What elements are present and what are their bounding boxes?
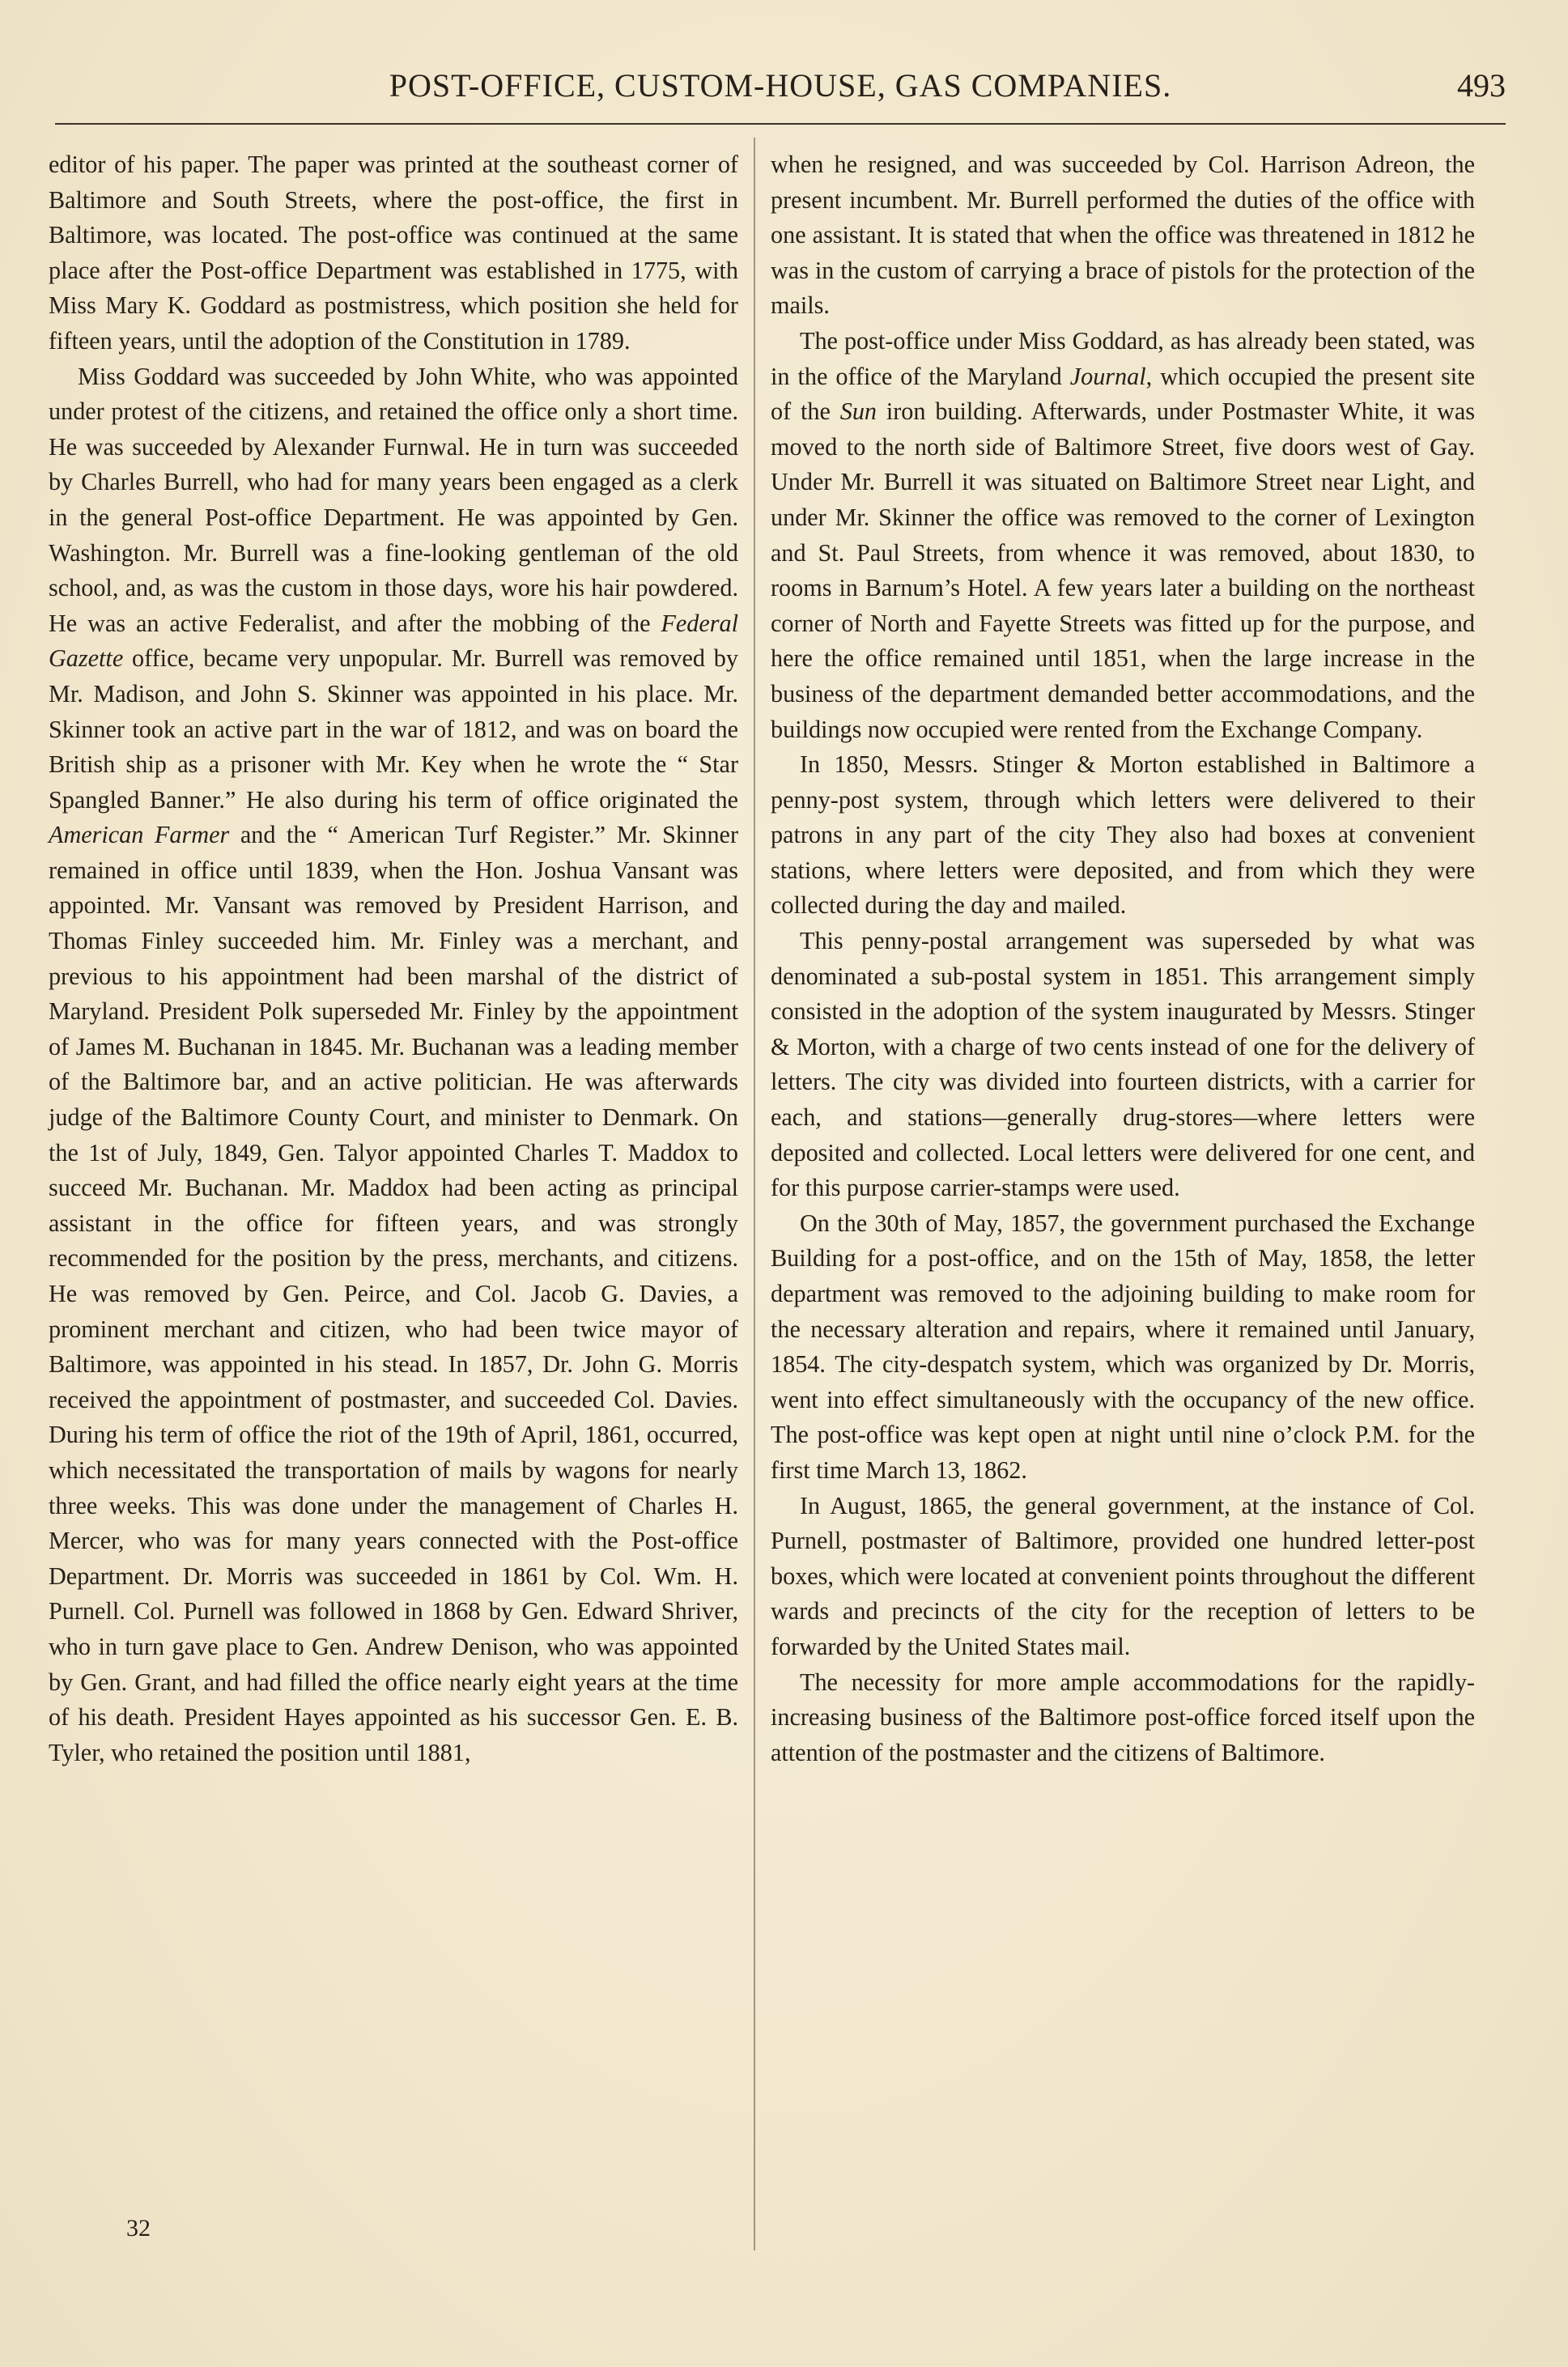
page-number: 493	[1457, 67, 1506, 104]
paragraph	[771, 1206, 1475, 1489]
paragraph-text: On the 30th of May, 1857, the government purchased the Exchange Building for a post-office, and on the 15th of May, 1858, the letter department was removed to the adjoining building to make room for the necessary alteration and repairs, where it remained until January, 1854. The city-despatch system, which was organized by Dr. Morris, went into effect simultaneously with the occupancy of the new office. The post-office was kept open at night until nine o’clock P.M. for the first time March 13, 1862.	[771, 1209, 1475, 1484]
paragraph-text: editor of his paper. The paper was printed at the southeast corner of Baltimore and South Streets, where the post-office, the first in Baltimore, was located. The post-office was continued at the same place after the Post-office Department was established in 1775, with Miss Mary K. Goddard as postmistress, which position she held for fifteen years, until the adoption of the Constitution in 1789.	[49, 151, 738, 355]
paragraph-text: The post-office under Miss Goddard, as has already been stated, was in the office of the Maryland	[771, 326, 1475, 390]
italic-title: Journal	[1069, 362, 1146, 390]
paragraph-text: , which occupied the present site of the	[771, 362, 1475, 426]
italic-title: Sun	[839, 397, 877, 426]
paragraph-text: The necessity for more ample accommodations for the rapidly-increasing business of the Baltimore post-office forced itself upon the attention of the postmaster and the citizens of Baltimore.	[771, 1668, 1475, 1766]
paragraph	[49, 359, 738, 1771]
column-divider	[754, 138, 755, 2250]
left-column	[49, 147, 738, 1770]
page-header	[55, 66, 1506, 115]
paragraph	[771, 147, 1475, 324]
paragraph-text: when he resigned, and was succeeded by Col. Harrison Adreon, the present incumbent. Mr. Burrell performed the duties of the office with one assistant. It is stated that when the office was threatened in 1812 he was in the custom of carrying a brace of pistols for the protection of the mails.	[771, 151, 1475, 320]
paragraph	[771, 1665, 1475, 1771]
paragraph	[771, 747, 1475, 924]
running-head: POST-OFFICE, CUSTOM-HOUSE, GAS COMPANIES.	[389, 67, 1172, 104]
paragraph-text: This penny-postal arrangement was superseded by what was denominated a sub-postal system in 1851. This arrangement simply consisted in the adoption of the system inaugurated by Messrs. Stinger & Morton, with a charge of two cents instead of one for the delivery of letters. The city was divided into fourteen districts, with a carrier for each, and stations—generally drug-stores—where letters were deposited and collected. Local letters were delivered for one cent, and for this purpose carrier-stamps were used.	[771, 927, 1475, 1202]
header-rule	[55, 123, 1506, 125]
paragraph	[771, 924, 1475, 1206]
paragraph	[771, 1489, 1475, 1665]
paragraph	[771, 324, 1475, 747]
paragraph-text: iron building. Afterwards, under Postmaster White, it was moved to the north side of Baltimore Street, five doors west of Gay. Under Mr. Burrell it was situated on Baltimore Street near Light, and under Mr. Skinner the office was removed to the corner of Lexington and St. Paul Streets, from whence it was removed, about 1830, to rooms in Barnum’s Hotel. A few years later a building on the northeast corner of North and Fayette Streets was fitted up for the purpose, and here the office remained until 1851, when the large increase in the business of the department demanded better accommodations, and the buildings now occupied were rented from the Exchange Company.	[771, 397, 1475, 743]
italic-title: American Farmer	[49, 821, 230, 849]
paragraph-text: In August, 1865, the general government, at the instance of Col. Purnell, postmaster of Baltimore, provided one hundred letter-post boxes, which were located at convenient points throughout the different wards and precincts of the city for the reception of letters to be forwarded by the United States mail.	[771, 1491, 1475, 1660]
paragraph-text: office, became very unpopular. Mr. Burrell was removed by Mr. Madison, and John S. Skinner was appointed in his place. Mr. Skinner took an active part in the war of 1812, and was on board the British ship as a prisoner with Mr. Key when he wrote the “ Star Spangled Banner.” He also during his term of office originated the	[49, 644, 738, 814]
right-column	[771, 147, 1475, 1770]
paragraph-text: Miss Goddard was succeeded by John White, who was appointed under protest of the citizens, and retained the office only a short time. He was succeeded by Alexander Furnwal. He in turn was succeeded by Charles Burrell, who had for many years been engaged as a clerk in the general Post-office Department. He was appointed by Gen. Washington. Mr. Burrell was a fine-looking gentleman of the old school, and, as was the custom in those days, wore his hair powdered. He was an active Federalist, and after the mobbing of the	[49, 362, 738, 637]
paragraph	[49, 147, 738, 359]
signature-mark: 32	[126, 2215, 151, 2242]
paragraph-text: and the “ American Turf Register.” Mr. Skinner remained in office until 1839, when the Hon. Joshua Vansant was appointed. Mr. Vansant was removed by President Harrison, and Thomas Finley succeeded him. Mr. Finley was a merchant, and previous to his appointment had been marshal of the district of Maryland. President Polk superseded Mr. Finley by the appointment of James M. Buchanan in 1845. Mr. Buchanan was a leading member of the Baltimore bar, and an active politician. He was afterwards judge of the Baltimore County Court, and minister to Denmark. On the 1st of July, 1849, Gen. Talyor appointed Charles T. Maddox to succeed Mr. Buchanan. Mr. Maddox had been acting as principal assistant in the office for fifteen years, and was strongly recommended for the position by the press, merchants, and citizens. He was removed by Gen. Peirce, and Col. Jacob G. Davies, a prominent merchant and citizen, who had been twice mayor of Baltimore, was appointed in his stead. In 1857, Dr. John G. Morris received the appointment of postmaster, and succeeded Col. Davies. During his term of office the riot of the 19th of April, 1861, occurred, which necessitated the transportation of mails by wagons for nearly three weeks. This was done under the management of Charles H. Mercer, who was for many years connected with the Post-office Department. Dr. Morris was succeeded in 1861 by Col. Wm. H. Purnell. Col. Purnell was followed in 1868 by Gen. Edward Shriver, who in turn gave place to Gen. Andrew Denison, who was appointed by Gen. Grant, and had filled the office nearly eight years at the time of his death. President Hayes appointed as his successor Gen. E. B. Tyler, who retained the position until 1881,	[49, 821, 738, 1766]
italic-title: Federal Gazette	[49, 609, 738, 673]
paragraph-text: In 1850, Messrs. Stinger & Morton established in Baltimore a penny-post system, through which letters were delivered to their patrons in any part of the city They also had boxes at convenient stations, where letters were deposited, and from which they were collected during the day and mailed.	[771, 750, 1475, 920]
